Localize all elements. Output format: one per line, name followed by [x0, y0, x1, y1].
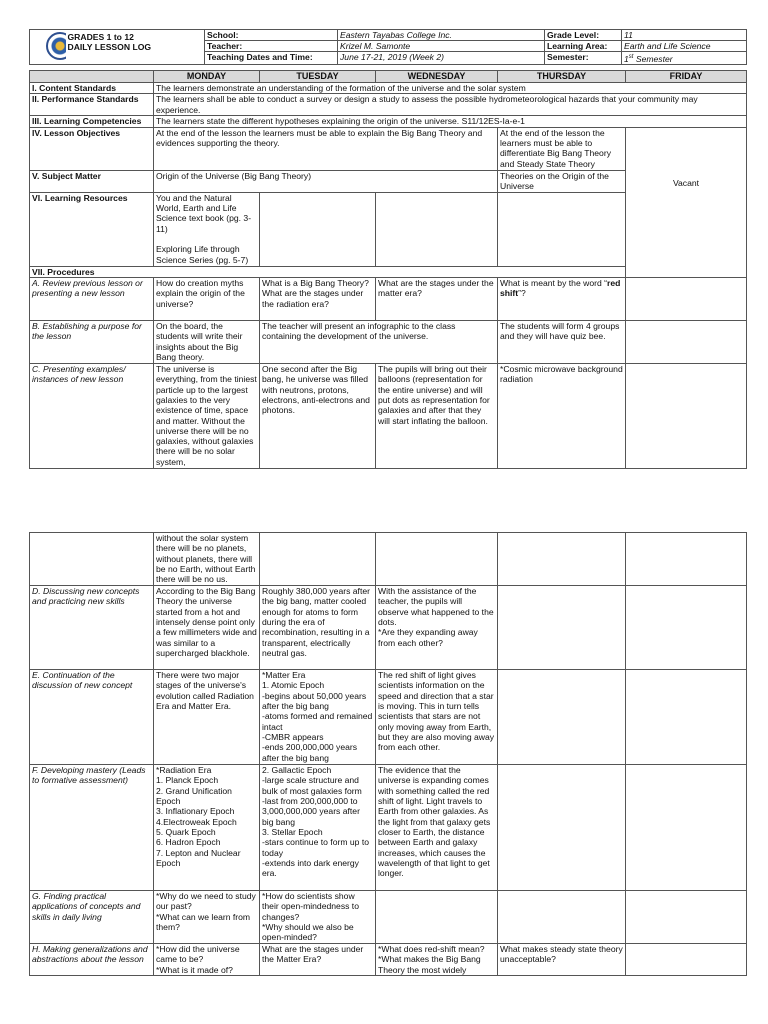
dates-label: Teaching Dates and Time: — [205, 52, 338, 65]
procedure-a-fri — [626, 277, 747, 320]
procedure-e-tue: *Matter Era 1. Atomic Epoch -begins about 50,000 years after the big bang -atoms formed and remained intact -CMBR appears -ends 200,000,000 years after the big bang — [260, 670, 376, 765]
subject-matter-mon-wed: Origin of the Universe (Big Bang Theory) — [154, 170, 498, 192]
continuation-fri — [626, 533, 747, 586]
teacher-label: Teacher: — [205, 41, 338, 52]
procedures-blank — [154, 266, 626, 277]
procedure-f-wed: The evidence that the universe is expanding comes with something called the red shift of light. Light travels to Earth from other galaxies. As the light from that galaxy gets closer to Earth, the distance between Earth and galaxy increases, which causes the wavelength of that light to get longer. — [376, 765, 498, 891]
deped-seal-icon — [46, 32, 66, 60]
deped-seal-cell — [30, 30, 66, 65]
procedure-a-tue: What is a Big Bang Theory? What are the stages under the radiation era? — [260, 277, 376, 320]
learning-resources-thu — [498, 192, 626, 266]
procedure-h-wed: *What does red-shift mean? *What makes the Big Bang Theory the most widely — [376, 944, 498, 976]
title-line-1: GRADES 1 to 12 — [67, 32, 134, 42]
subject-matter-thu: Theories on the Origin of the Universe — [498, 170, 626, 192]
dates-value: June 17-21, 2019 (Week 2) — [338, 52, 545, 65]
procedure-d-fri — [626, 586, 747, 670]
day-header-wednesday: WEDNESDAY — [376, 71, 498, 83]
header-table — [29, 29, 747, 65]
learning-competencies-label: III. Learning Competencies — [30, 116, 154, 127]
procedure-c-tue: One second after the Big bang, he universe was filled with neutrons, protons, electrons, anti-electrons and photons. — [260, 363, 376, 468]
procedure-a-label: A. Review previous lesson or presenting a new lesson — [30, 277, 154, 320]
day-header-monday: MONDAY — [154, 71, 260, 83]
procedure-f-thu — [498, 765, 626, 891]
continuation-tue — [260, 533, 376, 586]
procedure-h-tue: What are the stages under the Matter Era? — [260, 944, 376, 976]
school-value: Eastern Tayabas College Inc. — [338, 30, 545, 41]
learning-resources-wed — [376, 192, 498, 266]
teacher-value: Krizel M. Samonte — [338, 41, 545, 52]
procedure-c-label: C. Presenting examples/ instances of new lesson — [30, 363, 154, 468]
procedures-label: VII. Procedures — [30, 266, 154, 277]
procedure-a-mon: How do creation myths explain the origin of the universe? — [154, 277, 260, 320]
procedure-b-mon: On the board, the students will write their insights about the Big Bang theory. — [154, 320, 260, 363]
procedure-c-thu: *Cosmic microwave background radiation — [498, 363, 626, 468]
procedure-c-fri — [626, 363, 747, 468]
procedure-g-fri — [626, 891, 747, 944]
procedure-e-wed: The red shift of light gives scientists information on the speed and direction that a star is moving. This in turn tells scientists that stars are not only moving away from Earth, but they are also moving away from each other. — [376, 670, 498, 765]
procedure-a-wed: What are the stages under the matter era? — [376, 277, 498, 320]
procedure-b-tue-wed: The teacher will present an infographic to the class containing the development of the universe. — [260, 320, 498, 363]
grade-level-label: Grade Level: — [545, 30, 622, 41]
learning-area-label: Learning Area: — [545, 41, 622, 52]
friday-vacant: Vacant — [626, 127, 747, 277]
procedure-h-fri — [626, 944, 747, 976]
procedure-g-label: G. Finding practical applications of concepts and skills in daily living — [30, 891, 154, 944]
procedure-b-fri — [626, 320, 747, 363]
procedure-g-wed — [376, 891, 498, 944]
day-header-tuesday: TUESDAY — [260, 71, 376, 83]
lesson-log-table-page-2 — [29, 532, 747, 976]
procedure-f-tue: 2. Gallactic Epoch -large scale structure and bulk of most galaxies form -last from 200,000,000 to 3,000,000,000 years after big bang 3. Stellar Epoch -stars continue to form up to today -extends into dark energy era. — [260, 765, 376, 891]
day-header-friday: FRIDAY — [626, 71, 747, 83]
procedure-f-fri — [626, 765, 747, 891]
grade-level-value: 11 — [622, 30, 747, 41]
procedure-f-mon: *Radiation Era 1. Planck Epoch 2. Grand Unification Epoch 3. Inflationary Epoch 4.Electroweak Epoch 5. Quark Epoch 6. Hadron Epoch 7. Lepton and Nuclear Epoch — [154, 765, 260, 891]
lesson-objectives-thu: At the end of the lesson the learners must be able to differentiate Big Bang Theory and Steady State Theory — [498, 127, 626, 170]
subject-matter-label: V. Subject Matter — [30, 170, 154, 192]
procedure-e-mon: There were two major stages of the universe's evolution called Radiation Era and Matter Era. — [154, 670, 260, 765]
procedure-d-wed: With the assistance of the teacher, the pupils will observe what happened to the dots. *Are they expanding away from each other? — [376, 586, 498, 670]
learning-competencies-text: The learners state the different hypotheses explaining the origin of the universe. S11/12ES-Ia-e-1 — [154, 116, 747, 127]
procedure-d-tue: Roughly 380,000 years after the big bang, matter cooled enough for atoms to form during the era of recombination, resulting in a transparent, electrically neutral gas. — [260, 586, 376, 670]
performance-standards-text: The learners shall be able to conduct a survey or design a study to assess the possible hydrometeorological hazards that your community may experience. — [154, 94, 747, 116]
procedure-e-label: E. Continuation of the discussion of new concept — [30, 670, 154, 765]
procedure-h-label: H. Making generalizations and abstractions about the lesson — [30, 944, 154, 976]
content-standards-text: The learners demonstrate an understanding of the formation of the universe and the solar system — [154, 83, 747, 94]
corner-header — [30, 71, 154, 83]
lesson-log-table-page-1 — [29, 70, 747, 469]
procedure-h-mon: *How did the universe came to be? *What is it made of? — [154, 944, 260, 976]
school-label: School: — [205, 30, 338, 41]
procedure-c-mon: The universe is everything, from the tiniest particle up to the largest galaxies to the very existence of time, space and matter. Without the universe there will be no galaxies, without galaxies there will be no solar system, — [154, 363, 260, 468]
learning-resources-label: VI. Learning Resources — [30, 192, 154, 266]
continuation-wed — [376, 533, 498, 586]
procedure-a-thu: What is meant by the word “red shift”? — [498, 277, 626, 320]
lesson-objectives-label: IV. Lesson Objectives — [30, 127, 154, 170]
semester-value: 1st Semester — [622, 52, 747, 65]
continuation-label — [30, 533, 154, 586]
procedure-g-mon: *Why do we need to study our past? *What can we learn from them? — [154, 891, 260, 944]
procedure-g-tue: *How do scientists show their open-mindedness to changes? *Why should we also be open-minded? — [260, 891, 376, 944]
learning-area-value: Earth and Life Science — [622, 41, 747, 52]
semester-label: Semester: — [545, 52, 622, 65]
log-title — [66, 30, 205, 65]
procedure-d-thu — [498, 586, 626, 670]
day-header-thursday: THURSDAY — [498, 71, 626, 83]
content-standards-label: I. Content Standards — [30, 83, 154, 94]
procedure-f-label: F. Developing mastery (Leads to formative assessment) — [30, 765, 154, 891]
lesson-objectives-mon-wed: At the end of the lesson the learners must be able to explain the Big Bang Theory and evidences supporting the theory. — [154, 127, 498, 170]
procedure-e-thu — [498, 670, 626, 765]
procedure-d-label: D. Discussing new concepts and practicing new skills — [30, 586, 154, 670]
procedure-b-thu: The students will form 4 groups and they will have quiz bee. — [498, 320, 626, 363]
procedure-c-wed: The pupils will bring out their balloons (representation for the entire universe) and will put dots as representation for galaxies and after that they will start inflating the balloon. — [376, 363, 498, 468]
learning-resources-mon: You and the Natural World, Earth and Life Science text book (pg. 3-11) Exploring Life through Science Series (pg. 5-7) — [154, 192, 260, 266]
procedure-d-mon: According to the Big Bang Theory the universe started from a hot and intensely dense point only a few millimeters wide and was similar to a supercharged blackhole. — [154, 586, 260, 670]
procedure-e-fri — [626, 670, 747, 765]
learning-resources-tue — [260, 192, 376, 266]
continuation-thu — [498, 533, 626, 586]
procedure-g-thu — [498, 891, 626, 944]
title-line-2: DAILY LESSON LOG — [67, 42, 152, 52]
performance-standards-label: II. Performance Standards — [30, 94, 154, 116]
procedure-b-label: B. Establishing a purpose for the lesson — [30, 320, 154, 363]
procedure-h-thu: What makes steady state theory unacceptable? — [498, 944, 626, 976]
continuation-mon: without the solar system there will be no planets, without planets, there will be no Earth, without Earth there will be no us. — [154, 533, 260, 586]
